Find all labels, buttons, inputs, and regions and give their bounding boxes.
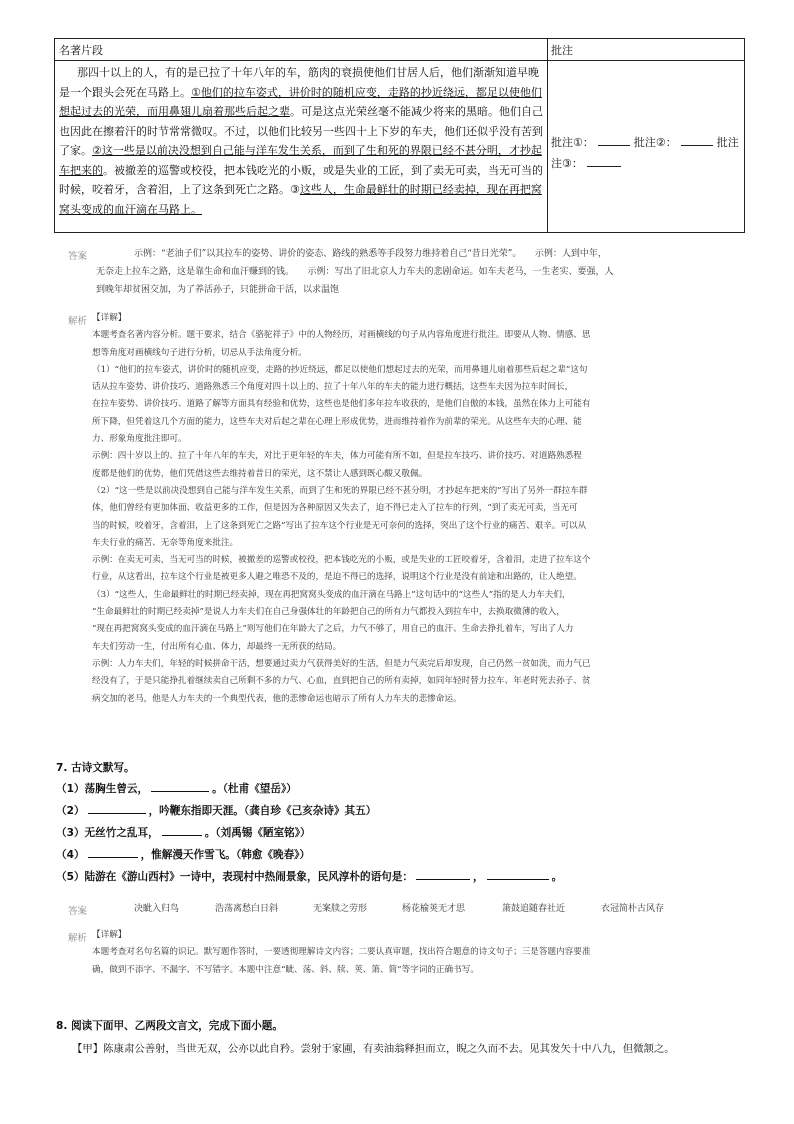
analysis-line: 度都是他们的优势，他们凭借这些去维持着昔日的荣光，这不禁让人感到既心酸又敬佩。 bbox=[92, 468, 428, 479]
q7-answers bbox=[0, 900, 794, 918]
analysis-line: 示例：人力车夫们，年轻的时候拼命干活，想要通过卖力气获得美好的生活，但是力气卖完后却发现，自己仍然一贫如洗，而力气已 bbox=[92, 658, 591, 669]
blank[interactable] bbox=[88, 847, 138, 858]
analysis-label: 解析 bbox=[68, 316, 88, 327]
note-label-2: 批注②： bbox=[633, 136, 677, 149]
header-excerpt: 名著片段 bbox=[59, 44, 103, 57]
passage-text: 时候，咬着牙，含着泪，上了这条到死亡之路。③ bbox=[59, 183, 300, 196]
q8-passage-jia: 【甲】陈康肃公善射，当世无双，公亦以此自矜。尝射于家圃，有卖油翁释担而立，睨之久而不去。见其发矢十中八九，但微颔之。 bbox=[72, 1043, 675, 1055]
answer-item: 决眦入归鸟 bbox=[134, 904, 180, 914]
blank[interactable] bbox=[487, 869, 549, 880]
answer-item: 杨花榆荚无才思 bbox=[402, 904, 466, 914]
analysis-line: 病交加的老马，他是人力车夫的一个典型代表，他的悲惨命运也暗示了所有人力车夫的悲惨命运。 bbox=[92, 693, 462, 704]
note-label-1: 批注①： bbox=[551, 136, 594, 149]
analysis-line: 体，他们曾经有更加体面、收益更多的工作，但是因为各种原因又失去了，迫不得已走入了拉车的行列，“到了卖无可卖，当无可 bbox=[92, 503, 578, 514]
analysis-line: 所下降，但凭着这几个方面的能力，这些车夫对后起之辈在心理上形成优势，进而维持着作为前辈的荣光。从这些车夫的心理、能 bbox=[92, 416, 582, 427]
q7-item-5: （5）陆游在《游山西村》一诗中，表现村中热闹景象，民风淳朴的语句是： ， 。 bbox=[56, 871, 563, 883]
analysis-label: 解析 bbox=[68, 933, 88, 944]
underlined-sentence: 想起过去的光荣，而用鼻翅儿扇着那些后起之辈 bbox=[59, 105, 290, 118]
blank[interactable] bbox=[88, 803, 146, 814]
passage-line bbox=[59, 200, 543, 220]
note-label-4: 注③： bbox=[551, 157, 583, 170]
q6-analysis bbox=[92, 310, 722, 708]
analysis-line: “生命最鲜壮的时期已经卖掉”是说人力车夫们在自己身强体壮的年龄把自己的所有力气都投入到拉车中，去换取微薄的收入， bbox=[92, 607, 565, 618]
analysis-line: 示例：在卖无可卖，当无可当的时候，被撤差的巡警或校役，把本钱吃光的小贩，或是失业的工匠咬着牙，含着泪，走进了拉车这个 bbox=[92, 555, 591, 566]
answer-label: 答案 bbox=[68, 906, 88, 917]
passage-line bbox=[59, 122, 543, 142]
note-blank-3[interactable] bbox=[587, 156, 621, 167]
analysis-line: （3）“这些人，生命最鲜壮的时期已经卖掉，现在再把窝窝头变成的血汗滴在马路上”这句话中的“这些人”指的是人力车夫们， bbox=[92, 589, 571, 600]
passage-text: 。可是这点光荣丝毫不能减少将来的黑暗。他们自己 bbox=[290, 105, 543, 118]
underlined-sentence: 这些人，生命最鲜壮的时期已经卖掉，现在再把窝 bbox=[299, 183, 542, 196]
analysis-line: 示例：四十岁以上的、拉了十年八年的车夫，对比于更年轻的车夫，体力可能有所不如，但是拉车技巧、讲价技巧、对道路熟悉程 bbox=[92, 451, 582, 462]
analysis-line: 车夫们劳动一生，付出所有心血、体力，却最终一无所获的结局。 bbox=[92, 641, 342, 652]
q7-item-3: （3）无丝竹之乱耳， 。（刘禹锡《陋室铭》） bbox=[56, 827, 311, 839]
answer-item: 箫鼓追随春社近 bbox=[502, 904, 566, 914]
answer-label: 答案 bbox=[68, 251, 88, 262]
q7-title: 7. 古诗文默写。 bbox=[56, 762, 135, 774]
note-blank-2[interactable] bbox=[681, 135, 713, 146]
answer-item: 衣冠简朴古风存 bbox=[601, 904, 665, 914]
analysis-line: 确，做到不添字、不漏字、不写错字。本题中注意“眦、荡、斜、牍、荚、箫、简”等字词的正确书写。 bbox=[92, 964, 479, 975]
q7-item-1: （1）荡胸生曾云， 。（杜甫《望岳》） bbox=[56, 783, 297, 795]
answer-line: 无奈走上拉车之路，这是靠生命和血汗赚到的钱。 示例：写出了旧北京人力车夫的悲剧命运。如车夫老马，一生老实、要强，人 bbox=[96, 267, 614, 277]
q8-title: 8. 阅读下面甲、乙两段文言文，完成下面小题。 bbox=[56, 1020, 283, 1032]
passage-line bbox=[59, 83, 543, 103]
answer-line: 到晚年却贫困交加，为了养活孙子，只能拼命干活，以求温饱 bbox=[96, 285, 340, 295]
passage-text: 是一个跟头会死在马路上。 bbox=[59, 85, 191, 99]
table-header-row bbox=[55, 39, 744, 61]
analysis-line: （1）“他们的拉车姿式，讲价时的随机应变，走路的抄近绕远，都足以使他们想起过去的光荣，而用鼻翅儿扇着那些后起之辈”这句 bbox=[92, 364, 588, 375]
analysis-line: 行业，从这看出，拉车这个行业是被更多人避之唯恐不及的，是迫不得已的选择，说明这个行业是没有前途和出路的，让人绝望。 bbox=[92, 572, 582, 583]
passage-text: 也因此在擦着汗的时节常常微叹。不过，以他们比较另一些四十上下岁的车夫，他们还似乎没有苦到 bbox=[59, 124, 543, 138]
underlined-sentence: 窝头变成的血汗滴在马路上。 bbox=[59, 202, 202, 216]
annotation-blanks bbox=[551, 132, 743, 174]
table-column-divider bbox=[547, 39, 548, 232]
underlined-sentence: ②这一些是以前决没想到自己能与洋车发生关系，而到了生和死的界限已经不甚分明，才抄起 bbox=[92, 144, 542, 157]
underlined-sentence: 车把来的 bbox=[59, 163, 103, 177]
analysis-line: “现在再把窝窝头变成的血汗滴在马路上”则写他们在年龄大了之后，力气不够了，用自己的血汗、生命去挣扎着车，写出了人力 bbox=[92, 624, 574, 635]
annotation-table bbox=[54, 38, 745, 233]
note-label-3: 批注 bbox=[716, 136, 739, 149]
q7-analysis bbox=[92, 927, 722, 979]
passage-line bbox=[59, 180, 543, 200]
passage-line bbox=[59, 141, 543, 161]
header-annotation: 批注 bbox=[551, 44, 573, 57]
analysis-line: 车夫行业的痛苦、无奈等角度来批注。 bbox=[92, 537, 239, 548]
analysis-line: 本题考查对名句名篇的识记。默写题作答时，一要透彻理解诗文内容；二要认真审题，找出符合题意的诗文句子；三是答题内容要准 bbox=[92, 947, 591, 958]
passage-line bbox=[59, 161, 543, 181]
blank[interactable] bbox=[162, 825, 202, 836]
analysis-line: 力、形象角度批注即可。 bbox=[92, 434, 187, 445]
answer-line: 示例：“老油子们”以其拉车的姿势、讲价的姿态、路线的熟悉等手段努力维持着自己“昔日光荣”。 示例：人到中年， bbox=[134, 249, 607, 259]
q7-item-2: （2） ，吟鞭东指即天涯。（龚自珍《己亥杂诗》其五） bbox=[56, 805, 377, 817]
passage-line bbox=[59, 63, 543, 83]
blank[interactable] bbox=[416, 869, 470, 880]
answer-item: 无案牍之劳形 bbox=[313, 904, 368, 914]
note-blank-1[interactable] bbox=[598, 135, 630, 146]
analysis-line: 在拉车姿势、讲价技巧、道路了解等方面具有经验和优势，这些也是他们多年拉车收获的，是他们自傲的本钱，虽然在体力上可能有 bbox=[92, 399, 591, 410]
analysis-line: 想等角度对画横线句子进行分析，切忌从手法角度分析。 bbox=[92, 347, 307, 358]
blank[interactable] bbox=[151, 781, 209, 792]
underlined-sentence: ①他们的拉车姿式，讲价时的随机应变，走路的抄近绕远，都足以使他们 bbox=[191, 85, 542, 99]
analysis-line: 【详解】 bbox=[92, 313, 127, 323]
analysis-line: 经没有了，于是只能挣扎着继续卖自己所剩不多的力气、心血，直到把自己的所有卖掉，如同年轻时替力拉车、年老时死去孙子、贫 bbox=[92, 676, 591, 687]
answer-item: 浩荡离愁白日斜 bbox=[215, 904, 279, 914]
q7-item-4: （4） ，惟解漫天作雪飞。（韩愈《晚春》） bbox=[56, 849, 311, 861]
analysis-line: 【详解】 bbox=[92, 930, 127, 940]
passage-line bbox=[59, 102, 543, 122]
analysis-line: 当的时候，咬着牙，含着泪，上了这条到死亡之路”写出了拉车这个行业是无可奈何的选择，突出了这个行业的痛苦、艰辛。可以从 bbox=[92, 520, 587, 531]
passage-text: 了家。 bbox=[59, 144, 92, 157]
passage-text: 那四十以上的人，有的是已拉了十年八年的车，筋肉的衰损使他们甘居人后，他们渐渐知道早晚 bbox=[77, 66, 539, 79]
analysis-line: 本题考查名著内容分析。题干要求，结合《骆驼祥子》中的人物经历，对画横线的句子从内容角度进行批注。即要从人物、情感、思 bbox=[92, 330, 591, 341]
passage-text: 。被撤差的巡警或校役，把本钱吃光的小贩，或是失业的工匠，到了卖无可卖，当无可当的 bbox=[103, 163, 543, 177]
novel-excerpt bbox=[59, 63, 543, 219]
analysis-line: （2）“这一些是以前决没想到自己能与洋车发生关系，而到了生和死的界限已经不甚分明，才抄起车把来的”写出了另外一群拉车群 bbox=[92, 485, 588, 496]
q6-answer bbox=[96, 245, 736, 299]
analysis-line: 话从拉车姿势、讲价技巧、道路熟悉三个角度对四十以上的、拉了十年八年的车夫的能力进行概括，这些车夫因为拉车时间长， bbox=[92, 382, 574, 393]
